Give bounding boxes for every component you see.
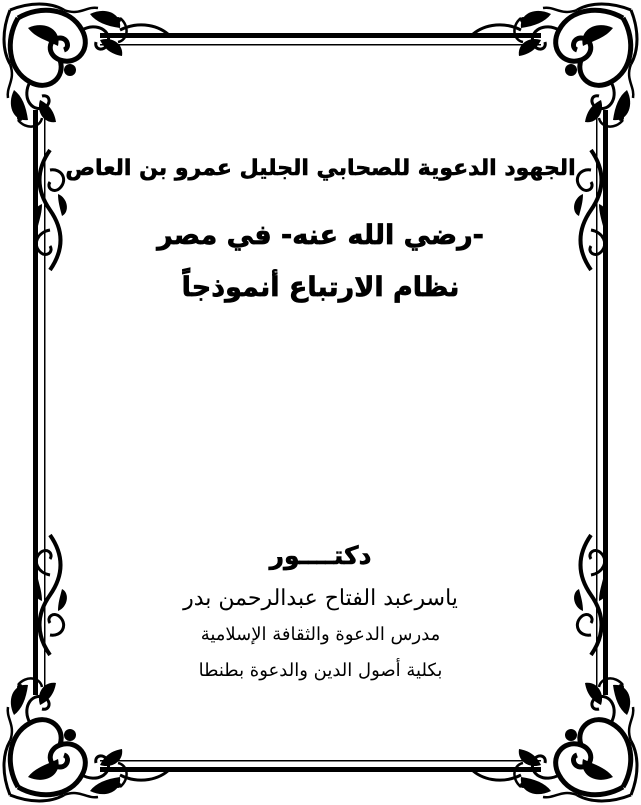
- title-line-2: -رضي الله عنه- في مصر: [157, 220, 484, 251]
- author-name: ياسرعبد الفتاح عبدالرحمن بدر: [183, 586, 458, 611]
- title-line-3: نظام الارتباع أنموذجاً: [181, 272, 460, 303]
- author-title: دكتــــور: [269, 541, 372, 570]
- title-line-1: الجهود الدعوية للصحابي الجليل عمرو بن العاص: [65, 156, 576, 181]
- author-position: مدرس الدعوة والثقافة الإسلامية: [200, 624, 441, 645]
- author-affiliation: بكلية أصول الدين والدعوة بطنطا: [198, 660, 443, 681]
